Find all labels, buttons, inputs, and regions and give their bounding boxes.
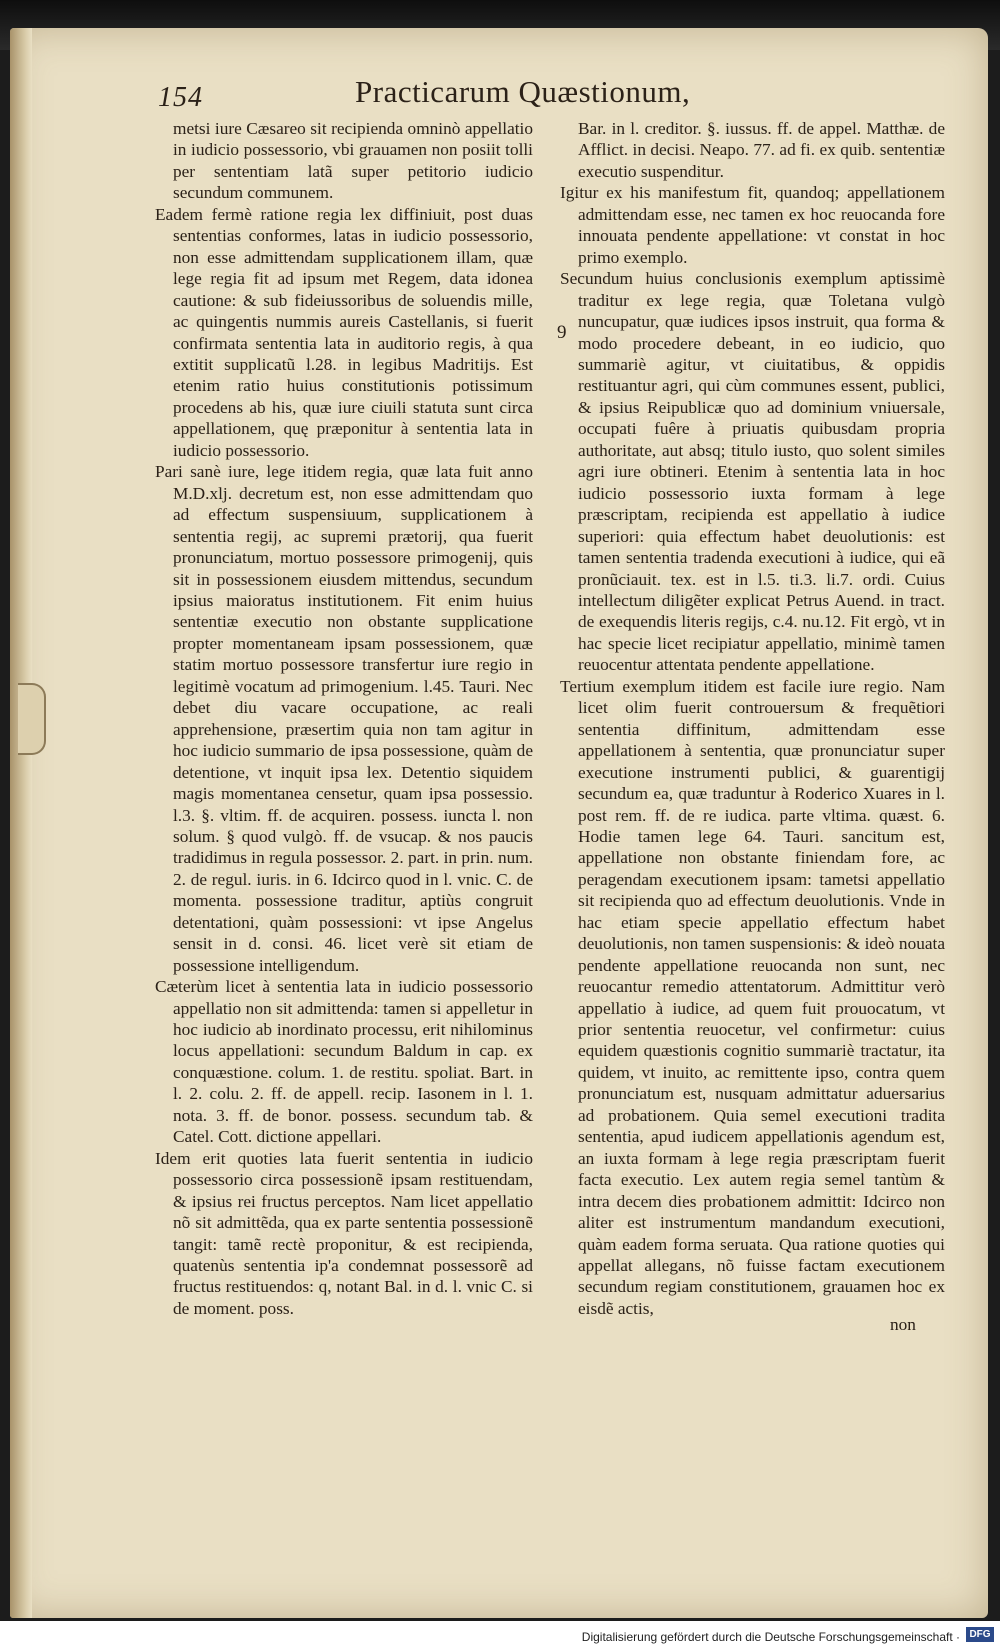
paragraph: Tertium exemplum itidem est facile iure regio. Nam licet olim fuerit controuersum & frequẽtiori sententia diffinitum, admittendam esse appellationem à sententia, quæ pronunciatur super executione instrumenti publici, & guarentigij secundum ea, quæ traduntur à Roderico Xuares in l. post rem. ff. de re iudica. parte vltima. quæst. 6. Hodie tamen lege 64. Tauri. sancitum est, appellatione non obstante finiendam fore, ac peragendam executionem ipsam: tametsi appellatio sit recipienda quo ad effectum deuolutionis. Vnde in hac etiam specie appellatio effectum habet deuolutionis, non tamen suspensionis: & ideò nouata pendente appellatione reuocanda non sunt, nec reuocantur remedio attentatorum. Admittitur verò appellatio à iudice, ad quem fuit prouocatum, vt prior sententia reuocetur, vel confirmetur: cuius equidem quæstionis cognitio summariè tractatur, ita quidem, vt inuito, ac remittente ipso, contra quem pronunciatum est, nusquam admittatur aduersarius ad probationem. Quia semel executioni tradita sententia, apud iudicem appellationis agendum est, an iuxta formam à lege regia præscriptam fuerit facta executio. Lex autem regia semel tantùm & intra decem dies probationem admittit: Idcirco non aliter est instrumentum mandandum executioni, quàm eadem forma seruata. Qua ratione quoties qui appellat allegans, nõ fuisse factam executionem secundum regiam constitutionem, grauamen hoc ex eisdẽ actis, — [560, 676, 945, 1318]
paragraph: Igitur ex his manifestum fit, quandoq; appellationem admittendam esse, nec tamen ex hoc reuocanda fore innouata pendente appellatione: vt constat in hoc primo exemplo. — [560, 183, 945, 267]
right-column — [560, 118, 945, 1319]
binding-tab — [18, 683, 46, 755]
paragraph: Idem erit quoties lata fuerit sententia in iudicio possessorio circa possessionẽ ipsam restituendam, & ipsius rei fructus perceptos. Nam licet appellatio nõ sit admittẽda, qua ex parte sententia possessionẽ tangit: tamẽ rectè proponitur, & est recipienda, quatenùs sententia ip'a condemnat possessorẽ ad fructus restituendos: q, notant Bal. in d. l. vnic C. si de moment. poss. — [155, 1148, 533, 1318]
dfg-logo-icon: DFG — [966, 1627, 994, 1642]
paragraph: Bar. in l. creditor. §. iussus. ff. de appel. Matthæ. de Afflict. in decisi. Neapo. 77. ad fi. ex quib. sententiæ executio suspenditur. — [578, 119, 945, 181]
running-head: Practicarum Quæstionum, — [355, 74, 691, 109]
left-column — [155, 118, 533, 1319]
funding-notice: Digitalisierung gefördert durch die Deutsche Forschungsgemeinschaft · — [581, 1630, 960, 1644]
book-spine — [10, 28, 32, 1618]
catchword: non — [890, 1315, 916, 1334]
paragraph: Eadem fermè ratione regia lex diffiniuit, post duas sententias conformes, latas in iudicio possessorio, non esse admittendam supplicationem illam, quæ lege regia fit ad ipsum met Regem, data idonea cautione: & sub fideiussoribus de soluendis mille, ac quingentis nummis aureis Castellanis, si fuerit confirmata sententia lata in auditorio regis, à qua extitit supplicatũ l.28. in legibus Madritijs. Est etenim ratio huius constitutionis potissimum procedens ab his, quæ iure ciuili statuta sunt circa appellationem, quę præponitur à sententia lata in iudicio possessorio. — [155, 204, 533, 460]
paragraph: Pari sanè iure, lege itidem regia, quæ lata fuit anno M.D.xlj. decretum est, non esse admittendam quo ad effectum suspensiuum, supplicationem à sententia regij, ac supremi prætorij, qua fuerit pronunciatum, mortuo possessore primogenij, quis sit in possessionem eiusdem mittendus, secundum ipsius maioratus institutionem. Fit enim huius sententiæ executio non obstante supplicatione propter momentaneam ipsam possessionem, quæ statim mortuo possessore transfertur iure regio in legitimè vocatum ad primogenium. l.45. Tauri. Nec debet diu vacare occupatione, ac reali apprehensione, præsertim quia non tam agitur in hoc iudicio summario de ipsa possessione, quàm de detentione, vt inquit ipsa lex. Detentio siquidem magis momentanea censetur, quam ipsa possessio. l.3. §. vltim. ff. de acquiren. possess. iuncta l. non solum. § quod vulgò. ff. de vsucap. & nos paucis tradidimus in regula possessor. 2. part. in prin. num. 2. de regul. iuris. in 6. Idcirco quod in l. vnic. C. de momenta. possessione traditur, aptiùs congruit detentationi, quàm possessioni: vt ipse Angelus sensit in d. consi. 46. licet verè sit etiam de possessione intelligendum. — [155, 462, 533, 975]
paragraph: metsi iure Cæsareo sit recipienda omninò appellatio in iudicio possessorio, vbi grauamen non posiit tolli per sententiam latã super petitorio iudicio secundum communem. — [173, 119, 533, 203]
page-number: 154 — [158, 82, 203, 113]
margin-number: 9 — [557, 322, 567, 343]
paragraph: Secundum huius conclusionis exemplum aptissimè traditur ex lege regia, quæ Toletana vulgò nuncupatur, quæ iudices ipsos instruit, qua forma & modo procedere debeant, in eo iudicio, quo summariè agitur, vt ciuitatibus, & oppidis restituantur agri, qui cùm communes essent, publici, & ipsius Reipublicæ quo ad dominium vniuersale, occupati fuêre à priuatis quibusdam propria authoritate, aut absq; titulo iusto, quo solent similes agri iure obtineri. Etenim à sententia lata in hoc iudicio possessorio iuxta formam à lege præscriptam, recipienda est appellatio à iudice superiori: quia effectum habet deuolutionis: est tamen sententia tradenda executioni à iudice, qui eã pronũciauit. tex. est in l.5. ti.3. li.7. ordi. Cuius intellectum diligẽter explicat Petrus Auend. in tract. de exequendis literis regijs, c.4. nu.12. Fit ergò, vt in hac specie licet recipiatur appellatio, minimè tamen reuocentur attentata pendente appellatione. — [560, 269, 945, 675]
paragraph: Cæterùm licet à sententia lata in iudicio possessorio appellatio non sit admittenda: tamen si appelletur in hoc iudicio ab inordinato processu, erit nihilominus locus appellationi: secundum Baldum in cap. ex conquæstione. colum. 1. de restitu. spoliat. Bart. in l. 2. colu. 2. ff. de appell. recip. Iasonem in l. 1. nota. 3. ff. de bonor. possess. secundum tab. & Catel. Cott. dictione appellari. — [155, 977, 533, 1147]
